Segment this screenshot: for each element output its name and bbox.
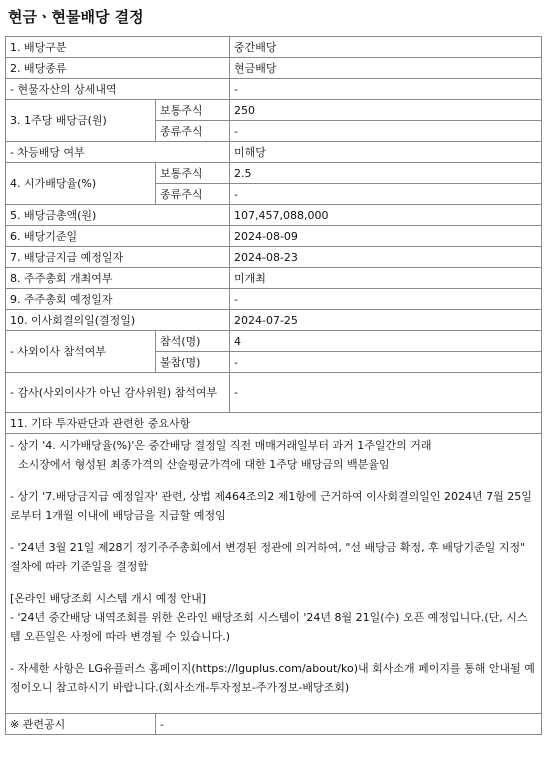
dividend-disclosure-table (5, 36, 542, 735)
row-sublabel: 참석(명) (156, 331, 230, 352)
table-row (6, 58, 542, 79)
row-value: 2.5 (230, 163, 542, 184)
row-value: - (230, 352, 542, 373)
row-label: 3. 1주당 배당금(원) (6, 100, 156, 142)
table-row (6, 247, 542, 268)
row-value: 미개최 (230, 268, 542, 289)
row-label: - 감사(사외이사가 아닌 감사위원) 참석여부 (6, 373, 230, 413)
row-sublabel: 보통주식 (156, 100, 230, 121)
section-heading: 11. 기타 투자판단과 관련한 중요사항 (6, 413, 542, 434)
notes-cell (6, 434, 542, 714)
note-paragraph: [온라인 배당조회 시스템 개시 예정 안내] (10, 592, 207, 605)
row-value: 4 (230, 331, 542, 352)
table-row (6, 373, 542, 413)
table-row (6, 413, 542, 434)
table-row (6, 79, 542, 100)
row-value: 2024-08-23 (230, 247, 542, 268)
row-label: 6. 배당기준일 (6, 226, 230, 247)
row-label: 1. 배당구분 (6, 37, 230, 58)
table-row (6, 226, 542, 247)
table-row (6, 205, 542, 226)
table-row (6, 142, 542, 163)
row-value: 107,457,088,000 (230, 205, 542, 226)
table-row (6, 268, 542, 289)
row-label: - 사외이사 참석여부 (6, 331, 156, 373)
row-value: 2024-08-09 (230, 226, 542, 247)
row-label: - 현물자산의 상세내역 (6, 79, 230, 100)
row-value: 중간배당 (230, 37, 542, 58)
row-sublabel: 보통주식 (156, 163, 230, 184)
table-row (6, 100, 542, 121)
row-value: - (230, 79, 542, 100)
table-row (6, 714, 542, 735)
note-paragraph: - '24년 중간배당 내역조회를 위한 온라인 배당조회 시스템이 '24년 8월 21일(수) 오픈 예정입니다.(단, 시스템 오픈일은 사정에 따라 변경될 수 있습니다.) (10, 611, 528, 643)
table-row (6, 289, 542, 310)
table-row (6, 310, 542, 331)
row-label: ※ 관련공시 (6, 714, 156, 735)
row-label: 8. 주주총회 개최여부 (6, 268, 230, 289)
row-label: 5. 배당금총액(원) (6, 205, 230, 226)
table-row (6, 163, 542, 184)
row-value: - (230, 121, 542, 142)
row-value: 250 (230, 100, 542, 121)
row-label: 4. 시가배당율(%) (6, 163, 156, 205)
table-row (6, 331, 542, 352)
row-value: - (230, 289, 542, 310)
row-value: 현금배당 (230, 58, 542, 79)
note-paragraph: - '24년 3월 21일 제28기 정기주주총회에서 변경된 정관에 의거하여, "선 배당금 확정, 후 배당기준일 지정" 절차에 따라 기준일을 결정함 (10, 541, 526, 573)
row-value: 미해당 (230, 142, 542, 163)
row-value: - (156, 714, 542, 735)
note-paragraph: - 상기 '4. 시가배당율(%)'은 중간배당 결정일 직전 매매거래일부터 과거 1주일간의 거래 (10, 439, 432, 452)
row-label: - 차등배당 여부 (6, 142, 230, 163)
row-sublabel: 불참(명) (156, 352, 230, 373)
table-row (6, 434, 542, 714)
row-label: 9. 주주총회 예정일자 (6, 289, 230, 310)
note-paragraph: - 상기 '7.배당금지급 예정일자' 관련, 상법 제464조의2 제1항에 근거하여 이사회결의일인 2024년 7월 25일로부터 1개월 이내에 배당금을 지급할 예정임 (10, 490, 532, 522)
row-label: 10. 이사회결의일(결정일) (6, 310, 230, 331)
note-paragraph: 소시장에서 형성된 최종가격의 산술평균가격에 대한 1주당 배당금의 백분율임 (18, 458, 390, 471)
row-label: 2. 배당종류 (6, 58, 230, 79)
row-value: - (230, 184, 542, 205)
row-value: 2024-07-25 (230, 310, 542, 331)
row-value: - (230, 373, 542, 413)
note-paragraph: - 자세한 사항은 LG유플러스 홈페이지(https://lguplus.com/about/ko)내 회사소개 페이지를 통해 안내될 예정이오니 참고하시기 바랍니다.(회사소개-투자정보-주가정보-배당조회) (10, 662, 535, 694)
row-sublabel: 종류주식 (156, 121, 230, 142)
table-row (6, 37, 542, 58)
page-title: 현금ㆍ현물배당 결정 (8, 8, 144, 26)
row-sublabel: 종류주식 (156, 184, 230, 205)
row-label: 7. 배당금지급 예정일자 (6, 247, 230, 268)
